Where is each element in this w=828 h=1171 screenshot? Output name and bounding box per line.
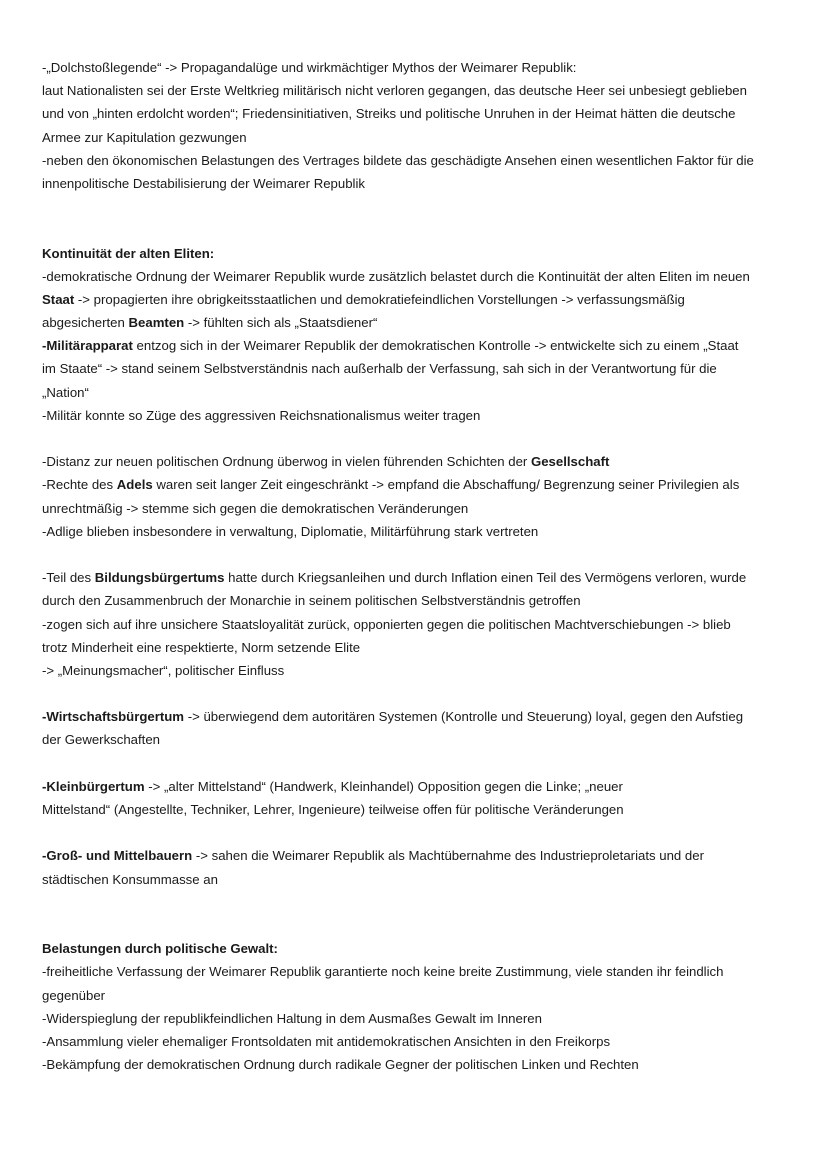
text-line: Staat -> propagierten ihre obrigkeitsstaatlichen und demokratiefeindlichen Vorstellungen -> verfassungsmäßig: [42, 291, 685, 307]
section-bauern: [42, 844, 802, 890]
text-line: im Staate“ -> stand seinem Selbstverständnis nach außerhalb der Verfassung, sah sich in der Verantwortung für die: [42, 361, 717, 377]
text-line: -freiheitliche Verfassung der Weimarer Republik garantierte noch keine breite Zustimmung, viele standen ihr feindlich: [42, 964, 724, 980]
section-wirtschaftsbuergertum: [42, 705, 802, 751]
text-line: -Widerspieglung der republikfeindlichen Haltung in dem Ausmaßes Gewalt im Inneren: [42, 1010, 542, 1026]
text-line: -demokratische Ordnung der Weimarer Republik wurde zusätzlich belastet durch die Kontinuität der alten Eliten im neuen: [42, 268, 750, 284]
text-line: -zogen sich auf ihre unsichere Staatsloyalität zurück, opponierten gegen die politischen Machtverschiebungen -> blieb: [42, 616, 731, 632]
text-line: -Bekämpfung der demokratischen Ordnung durch radikale Gegner der politischen Linken und Rechten: [42, 1057, 639, 1073]
text-line: und von „hinten erdolcht worden“; Friedensinitiativen, Streiks und politische Unruhen in der Heimat hätten die deutsche: [42, 106, 736, 122]
text-line: Armee zur Kapitulation gezwungen: [42, 129, 247, 145]
text-line: -Teil des Bildungsbürgertums hatte durch Kriegsanleihen und durch Inflation einen Teil des Vermögens verloren, wurde: [42, 570, 747, 586]
text-line: -Ansammlung vieler ehemaliger Frontsoldaten mit antidemokratischen Ansichten in den Freikorps: [42, 1033, 611, 1049]
section-politische-gewalt: [42, 937, 802, 1076]
text-line: abgesicherten Beamten -> fühlten sich als „Staatsdiener“: [42, 315, 378, 331]
text-line: -Militärapparat entzog sich in der Weimarer Republik der demokratischen Kontrolle -> entwickelte sich zu einem „Staat: [42, 338, 739, 354]
text-line: -> „Meinungsmacher“, politischer Einfluss: [42, 662, 285, 678]
section-heading: Kontinuität der alten Eliten:: [42, 245, 215, 261]
text-line: -Adlige blieben insbesondere in verwaltung, Diplomatie, Militärführung stark vertreten: [42, 523, 539, 539]
section-dolchstosslegende: [42, 56, 802, 195]
text-line: -Wirtschaftsbürgertum -> überwiegend dem autoritären Systemen (Kontrolle und Steuerung) loyal, gegen den Aufstieg: [42, 709, 744, 725]
text-line: durch den Zusammenbruch der Monarchie in seinem politischen Selbstverständnis getroffen: [42, 593, 581, 609]
document-page: [42, 56, 802, 1076]
section-heading: Belastungen durch politische Gewalt:: [42, 941, 278, 957]
text-line: Mittelstand“ (Angestellte, Techniker, Lehrer, Ingenieure) teilweise offen für politische Veränderungen: [42, 802, 624, 818]
text-line: -neben den ökonomischen Belastungen des Vertrages bildete das geschädigte Ansehen einen wesentlichen Faktor für die: [42, 152, 754, 168]
text-line: trotz Minderheit eine respektierte, Norm setzende Elite: [42, 639, 361, 655]
section-kleinbuergertum: [42, 775, 802, 821]
section-gesellschaft-adel: [42, 450, 802, 543]
text-line: der Gewerkschaften: [42, 732, 161, 748]
text-line: städtischen Konsummasse an: [42, 871, 218, 887]
text-line: unrechtmäßig -> stemme sich gegen die demokratischen Veränderungen: [42, 500, 469, 516]
text-line: innenpolitische Destabilisierung der Weimarer Republik: [42, 175, 366, 191]
text-line: -Rechte des Adels waren seit langer Zeit eingeschränkt -> empfand die Abschaffung/ Begrenzung seiner Privilegien als: [42, 477, 740, 493]
text-line: -„Dolchstoßlegende“ -> Propagandalüge und wirkmächtiger Mythos der Weimarer Republik:: [42, 60, 577, 75]
text-line: gegenüber: [42, 987, 106, 1003]
text-line: „Nation“: [42, 384, 89, 400]
text-line: laut Nationalisten sei der Erste Weltkrieg militärisch nicht verloren gegangen, das deutsche Heer sei unbesiegt geblieben: [42, 83, 747, 99]
section-bildungsbuergertum: [42, 566, 802, 682]
text-line: -Militär konnte so Züge des aggressiven Reichsnationalismus weiter tragen: [42, 407, 481, 423]
section-alte-eliten: [42, 242, 802, 428]
text-line: -Kleinbürgertum -> „alter Mittelstand“ (Handwerk, Kleinhandel) Opposition gegen die Linke; „neuer: [42, 778, 623, 794]
text-line: -Distanz zur neuen politischen Ordnung überwog in vielen führenden Schichten der Gesellschaft: [42, 454, 610, 470]
text-line: -Groß- und Mittelbauern -> sahen die Weimarer Republik als Machtübernahme des Industrieproletariats und der: [42, 848, 704, 864]
